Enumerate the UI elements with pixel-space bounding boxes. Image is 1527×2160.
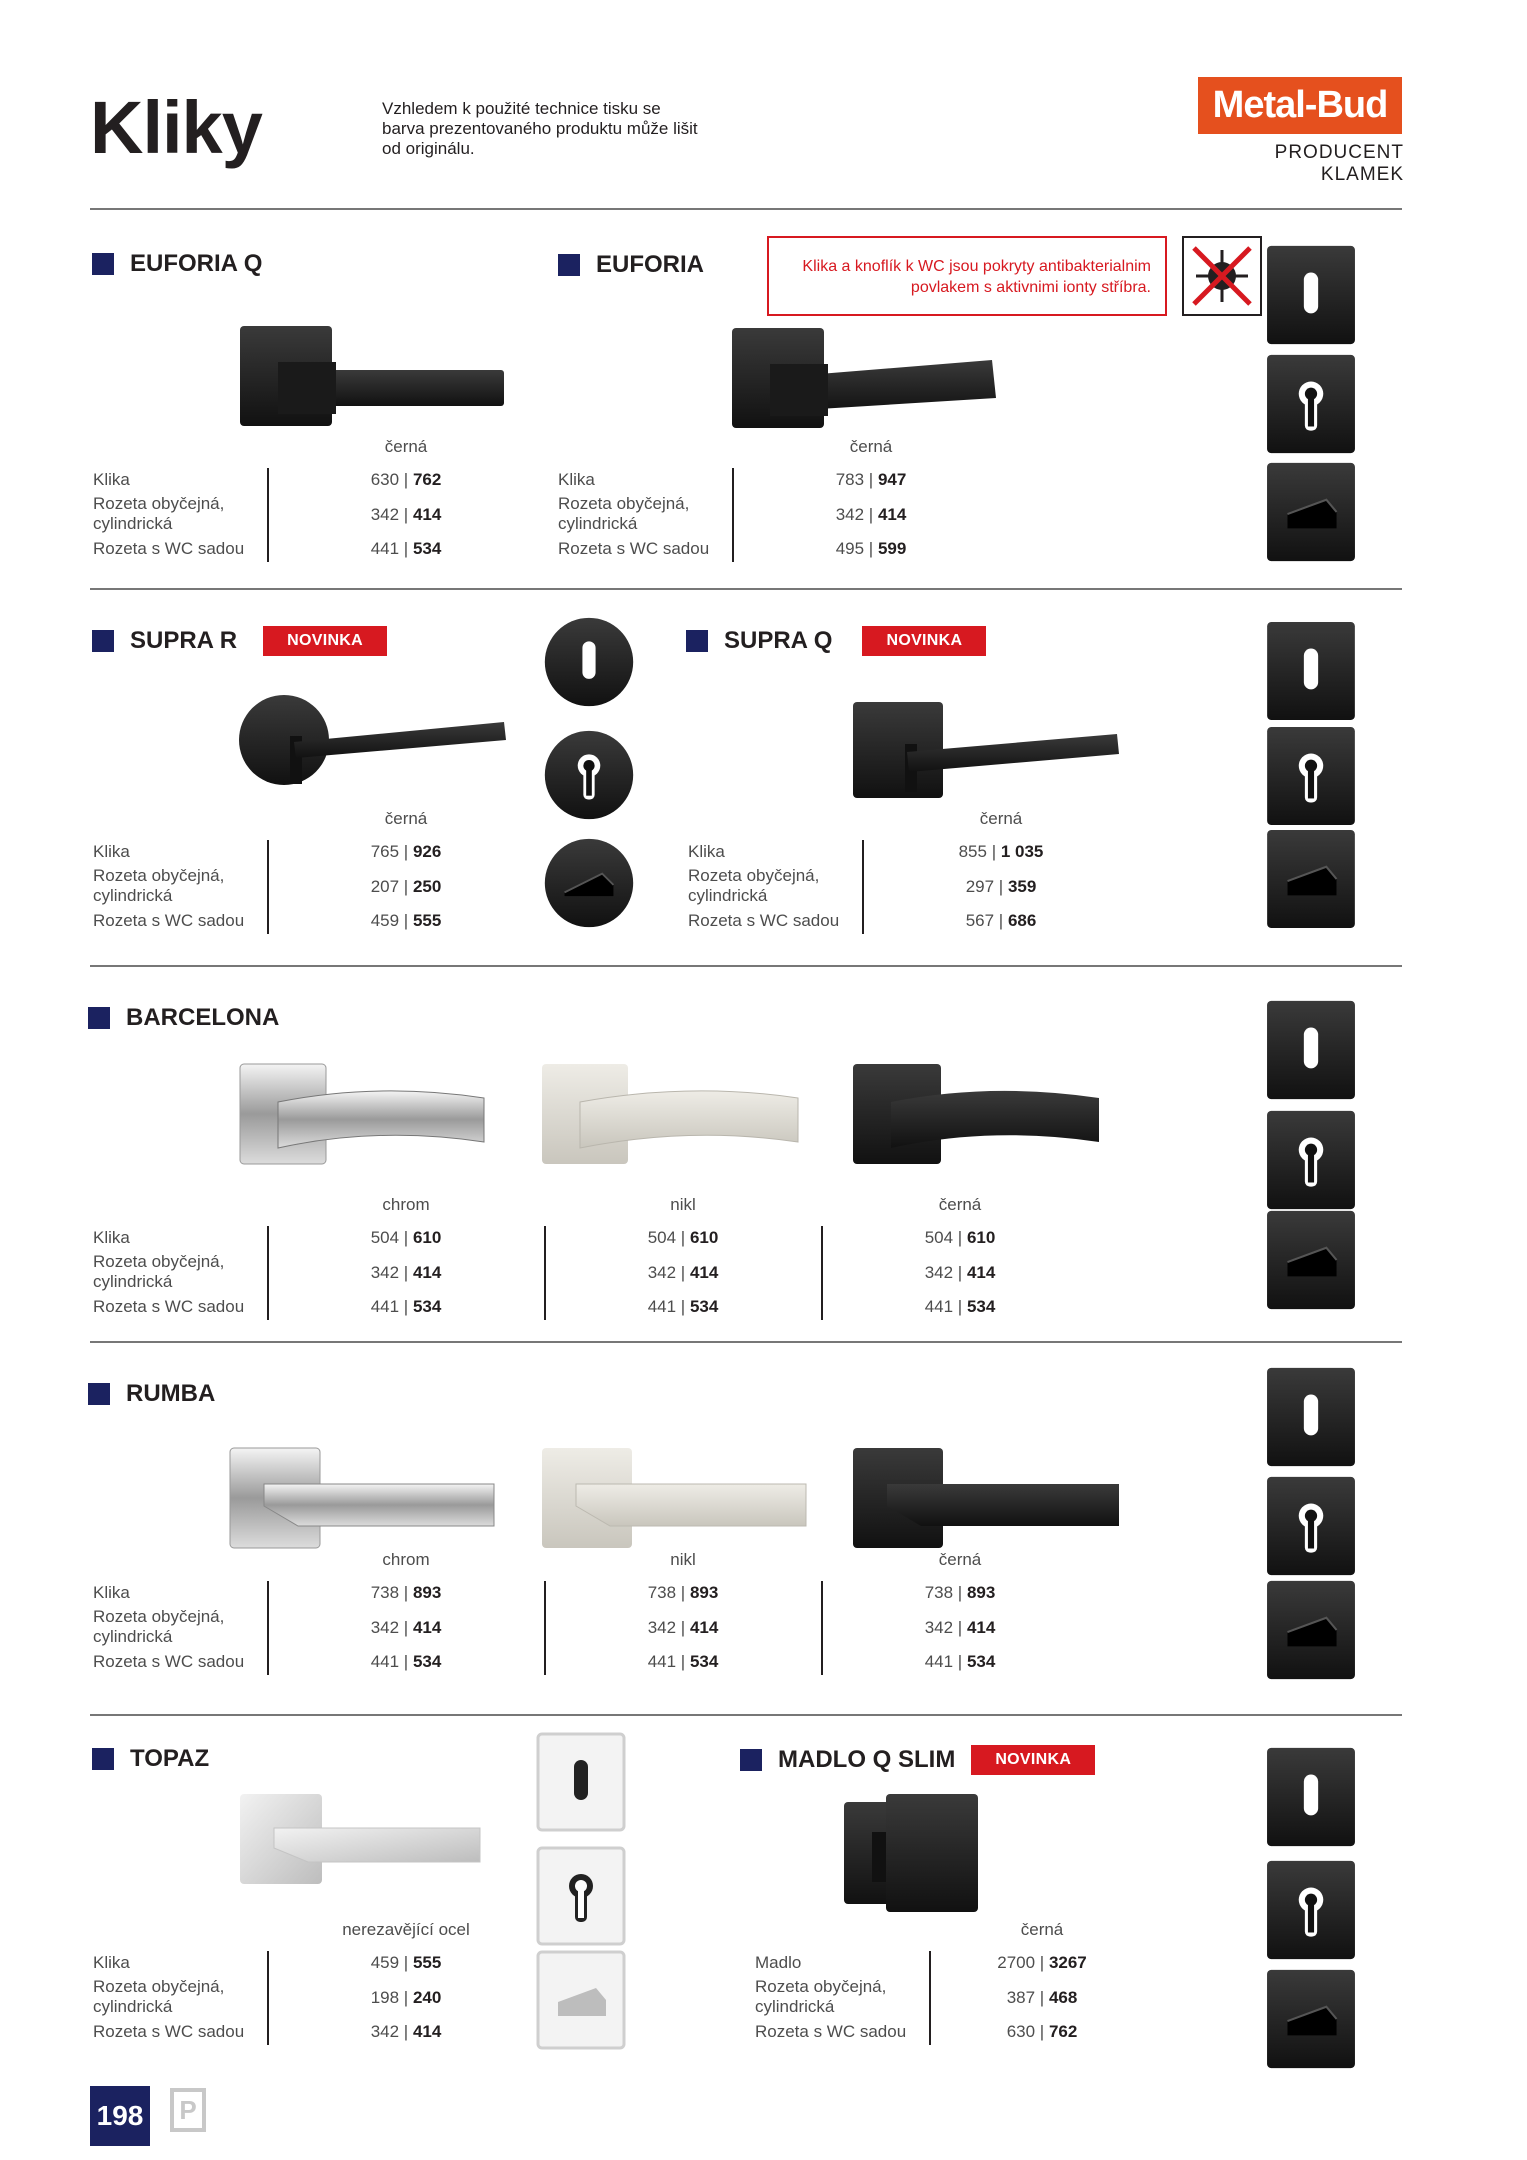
price-rozeta: 198 | 240: [370, 1988, 442, 2007]
divider: [90, 588, 1402, 590]
rosette-cylinder-image: [1265, 352, 1357, 456]
rosette-key-image: [1265, 1365, 1357, 1469]
color-header: černá: [1020, 1920, 1064, 1939]
price-wc: 441 | 534: [370, 1652, 442, 1671]
row-label-wc: Rozeta s WC sadou: [93, 911, 245, 930]
bullet-square-icon: [88, 1383, 110, 1405]
section-title-euforia: EUFORIA: [558, 251, 704, 279]
table-divider: [267, 840, 269, 934]
rosette-wc-image: [1265, 1578, 1357, 1682]
handle-image-supra-r: [238, 692, 510, 788]
color-header: chrom: [382, 1550, 430, 1569]
divider: [90, 1341, 1402, 1343]
table-divider: [267, 1581, 269, 1675]
price-madlo: 2700 | 3267: [997, 1953, 1087, 1972]
page-title: Kliky: [90, 86, 262, 169]
table-divider: [544, 1226, 546, 1320]
row-label-rozeta: Rozeta obyčejná, cylindrická: [93, 866, 225, 905]
price-klika: 783 | 947: [835, 470, 907, 489]
price-table-rumba: [93, 1550, 1093, 1680]
antibacterial-virus-icon: [1182, 236, 1262, 316]
pull-handle-image-madlo-q-slim: [842, 1792, 982, 1916]
price-table-barcelona: [93, 1195, 1093, 1325]
price-table-topaz: [93, 1920, 473, 2050]
price-wc: 495 | 599: [835, 539, 907, 558]
color-header: černá: [384, 437, 428, 456]
color-header: černá: [938, 1195, 982, 1214]
row-label-rozeta: Rozeta obyčejná, cylindrická: [755, 1977, 887, 2016]
handle-image-barcelona-chrom: [238, 1062, 488, 1168]
table-divider: [732, 468, 734, 562]
price-klika: 504 | 610: [370, 1228, 442, 1247]
handle-image-barcelona-nikl: [540, 1062, 802, 1168]
row-label-rozeta: Rozeta obyčejná, cylindrická: [93, 1252, 225, 1291]
row-label-klika: Klika: [93, 1583, 130, 1602]
rosette-cylinder-image: [1265, 1474, 1357, 1578]
rosette-cylinder-image: [1265, 725, 1357, 827]
price-klika: 738 | 893: [370, 1583, 442, 1602]
bullet-square-icon: [686, 630, 708, 652]
row-label-klika: Klika: [93, 1228, 130, 1247]
price-wc: 567 | 686: [965, 911, 1037, 930]
section-title-topaz: TOPAZ: [92, 1745, 209, 1773]
page-marker-icon: P: [170, 2088, 206, 2132]
rosette-round-key-image: [542, 615, 636, 709]
price-rozeta: 342 | 414: [647, 1263, 719, 1282]
table-divider: [821, 1226, 823, 1320]
price-klika: 738 | 893: [924, 1583, 996, 1602]
price-rozeta: 342 | 414: [924, 1263, 996, 1282]
price-rozeta: 342 | 414: [370, 1618, 442, 1637]
rosette-steel-key-image: [536, 1732, 626, 1832]
antibacterial-note: Klika a knoflík k WC jsou pokryty antibakterialnim povlakem s aktivnimi ionty stříbra.: [767, 236, 1167, 316]
table-divider: [267, 1951, 269, 2045]
price-wc: 441 | 534: [924, 1297, 996, 1316]
rosette-wc-image: [1265, 1967, 1357, 2071]
price-table-supra-q: [688, 809, 1088, 939]
price-rozeta: 342 | 414: [370, 505, 442, 524]
color-header: černá: [938, 1550, 982, 1569]
rosette-key-image: [1265, 998, 1357, 1102]
badge-new: NOVINKA: [263, 626, 387, 656]
handle-image-supra-q: [851, 700, 1123, 800]
price-wc: 441 | 534: [370, 1297, 442, 1316]
divider: [90, 965, 1402, 967]
price-klika: 765 | 926: [370, 842, 442, 861]
section-title-rumba: RUMBA: [88, 1380, 215, 1408]
rosette-key-image: [1265, 620, 1357, 722]
price-klika: 855 | 1 035: [958, 842, 1044, 861]
row-label-rozeta: Rozeta obyčejná, cylindrická: [558, 494, 690, 533]
price-wc: 630 | 762: [1006, 2022, 1078, 2041]
section-title-supra-q: SUPRA Q NOVINKA: [686, 626, 986, 656]
price-table-madlo-q-slim: [755, 1920, 1155, 2050]
color-header: chrom: [382, 1195, 430, 1214]
rosette-steel-cylinder-image: [536, 1846, 626, 1946]
price-klika: 459 | 555: [370, 1953, 442, 1972]
table-divider: [862, 840, 864, 934]
handle-image-rumba-nikl: [540, 1446, 810, 1550]
color-header: černá: [849, 437, 893, 456]
price-rozeta: 342 | 414: [647, 1618, 719, 1637]
rosette-key-image: [1265, 1745, 1357, 1849]
rosette-round-cylinder-image: [542, 728, 636, 822]
price-klika: 504 | 610: [647, 1228, 719, 1247]
rosette-cylinder-image: [1265, 1858, 1357, 1962]
price-rozeta: 342 | 414: [370, 1263, 442, 1282]
handle-image-rumba-cerna: [851, 1446, 1123, 1550]
divider: [90, 1714, 1402, 1716]
price-rozeta: 342 | 414: [924, 1618, 996, 1637]
price-table-euforia-q: [93, 437, 473, 567]
section-title-euforia-q: EUFORIA Q: [92, 250, 262, 278]
price-rozeta: 297 | 359: [965, 877, 1037, 896]
row-label-wc: Rozeta s WC sadou: [755, 2022, 907, 2041]
color-header: nikl: [670, 1195, 696, 1214]
price-wc: 441 | 534: [924, 1652, 996, 1671]
price-wc: 441 | 534: [370, 539, 442, 558]
handle-image-rumba-chrom: [228, 1446, 498, 1550]
bullet-square-icon: [740, 1749, 762, 1771]
row-label-madlo: Madlo: [755, 1953, 802, 1972]
brand-logo: Metal-Bud: [1198, 77, 1402, 134]
section-title-supra-r: SUPRA R NOVINKA: [92, 626, 387, 656]
price-wc: 441 | 534: [647, 1297, 719, 1316]
price-klika: 738 | 893: [647, 1583, 719, 1602]
table-divider: [544, 1581, 546, 1675]
row-label-rozeta: Rozeta obyčejná, cylindrická: [688, 866, 820, 905]
color-header: nikl: [670, 1550, 696, 1569]
price-rozeta: 387 | 468: [1006, 1988, 1078, 2007]
row-label-wc: Rozeta s WC sadou: [688, 911, 840, 930]
divider: [90, 208, 1402, 210]
price-klika: 630 | 762: [370, 470, 442, 489]
price-rozeta: 342 | 414: [835, 505, 907, 524]
row-label-rozeta: Rozeta obyčejná, cylindrická: [93, 494, 225, 533]
color-header: černá: [979, 809, 1023, 828]
rosette-steel-wc-image: [536, 1950, 626, 2050]
table-divider: [821, 1581, 823, 1675]
table-divider: [929, 1951, 931, 2045]
row-label-wc: Rozeta s WC sadou: [93, 539, 245, 558]
rosette-round-wc-image: [542, 836, 636, 930]
row-label-rozeta: Rozeta obyčejná, cylindrická: [93, 1607, 225, 1646]
brand-tagline: PRODUCENT KLAMEK: [1274, 142, 1404, 185]
row-label-klika: Klika: [558, 470, 595, 489]
row-label-rozeta: Rozeta obyčejná, cylindrická: [93, 1977, 225, 2016]
rosette-key-image: [1265, 243, 1357, 347]
rosette-wc-image: [1265, 460, 1357, 564]
print-disclaimer: Vzhledem k použité technice tisku se barva prezentovaného produktu může lišit od originálu.: [382, 99, 698, 158]
price-rozeta: 207 | 250: [370, 877, 442, 896]
row-label-wc: Rozeta s WC sadou: [93, 2022, 245, 2041]
row-label-wc: Rozeta s WC sadou: [558, 539, 710, 558]
price-wc: 342 | 414: [370, 2022, 442, 2041]
bullet-square-icon: [92, 253, 114, 275]
handle-image-euforia-q: [238, 324, 510, 428]
badge-new: NOVINKA: [971, 1745, 1095, 1775]
table-divider: [267, 1226, 269, 1320]
section-title-madlo-q-slim: MADLO Q SLIM NOVINKA: [740, 1745, 1095, 1775]
bullet-square-icon: [92, 630, 114, 652]
price-klika: 504 | 610: [924, 1228, 996, 1247]
row-label-klika: Klika: [93, 842, 130, 861]
bullet-square-icon: [88, 1007, 110, 1029]
row-label-wc: Rozeta s WC sadou: [93, 1652, 245, 1671]
rosette-cylinder-image: [1265, 1108, 1357, 1212]
section-title-barcelona: BARCELONA: [88, 1004, 279, 1032]
price-table-supra-r: [93, 809, 473, 939]
handle-image-barcelona-cerna: [851, 1062, 1103, 1168]
bullet-square-icon: [558, 254, 580, 276]
handle-image-euforia: [730, 326, 1002, 430]
row-label-klika: Klika: [93, 470, 130, 489]
page-number: 198: [90, 2086, 150, 2146]
row-label-wc: Rozeta s WC sadou: [93, 1297, 245, 1316]
rosette-wc-image: [1265, 1208, 1357, 1312]
row-label-klika: Klika: [93, 1953, 130, 1972]
rosette-wc-image: [1265, 828, 1357, 930]
table-divider: [267, 468, 269, 562]
price-wc: 459 | 555: [370, 911, 442, 930]
handle-image-topaz: [238, 1792, 484, 1886]
badge-new: NOVINKA: [862, 626, 986, 656]
color-header: černá: [384, 809, 428, 828]
bullet-square-icon: [92, 1748, 114, 1770]
price-table-euforia: [558, 437, 938, 567]
row-label-klika: Klika: [688, 842, 725, 861]
price-wc: 441 | 534: [647, 1652, 719, 1671]
color-header: nerezavějící ocel: [342, 1920, 470, 1939]
